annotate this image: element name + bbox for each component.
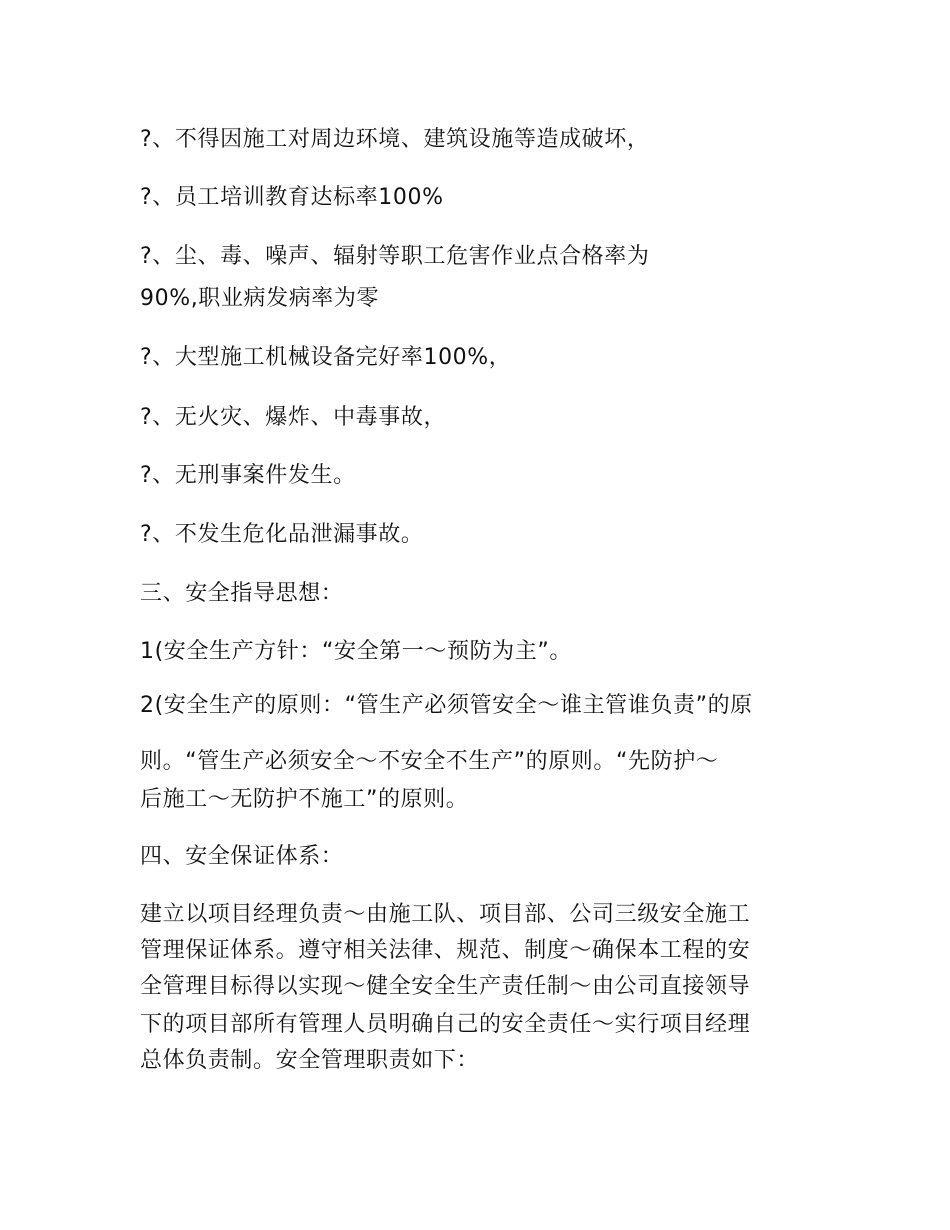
- goal-item-fire: ?、无火灾、爆炸、中毒事故，: [140, 405, 447, 430]
- principle-item-2-line-2: 则。“管生产必须安全～不安全不生产”的原则。“先防护～: [140, 749, 719, 774]
- goal-item-machinery: ?、大型施工机械设备完好率100%，: [140, 345, 512, 370]
- paragraph-line-2: 管理保证体系。遵守相关法律、规范、制度～确保本工程的安: [140, 938, 751, 963]
- goal-item-chemical: ?、不发生危化品泄漏事故。: [140, 522, 424, 547]
- principle-item-2-line-3: 后施工～无防护不施工”的原则。: [140, 787, 469, 812]
- goal-item-hazard-line-1: ?、尘、毒、噪声、辐射等职工危害作业点合格率为: [140, 244, 650, 269]
- section-heading-guiding-ideology: 三、安全指导思想：: [140, 581, 344, 606]
- section-heading-safety-system: 四、安全保证体系：: [140, 844, 344, 869]
- paragraph-line-1: 建立以项目经理负责～由施工队、项目部、公司三级安全施工: [140, 902, 751, 927]
- paragraph-line-5: 总体负责制。安全管理职责如下：: [140, 1048, 480, 1073]
- goal-item-training: ?、员工培训教育达标率100%: [140, 185, 444, 210]
- goal-item-hazard-line-2: 90%,职业病发病率为零: [140, 286, 380, 311]
- goal-item-environment: ?、不得因施工对周边环境、建筑设施等造成破坏，: [140, 127, 650, 152]
- principle-item-2-line-1: 2(安全生产的原则：“管生产必须管安全～谁主管谁负责”的原: [140, 693, 753, 718]
- goal-item-criminal: ?、无刑事案件发生。: [140, 463, 356, 488]
- principle-item-1: 1(安全生产方针：“安全第一～预防为主”。: [140, 639, 572, 664]
- paragraph-line-4: 下的项目部所有管理人员明确自己的安全责任～实行项目经理: [140, 1012, 751, 1037]
- paragraph-line-3: 全管理目标得以实现～健全安全生产责任制～由公司直接领导: [140, 974, 751, 999]
